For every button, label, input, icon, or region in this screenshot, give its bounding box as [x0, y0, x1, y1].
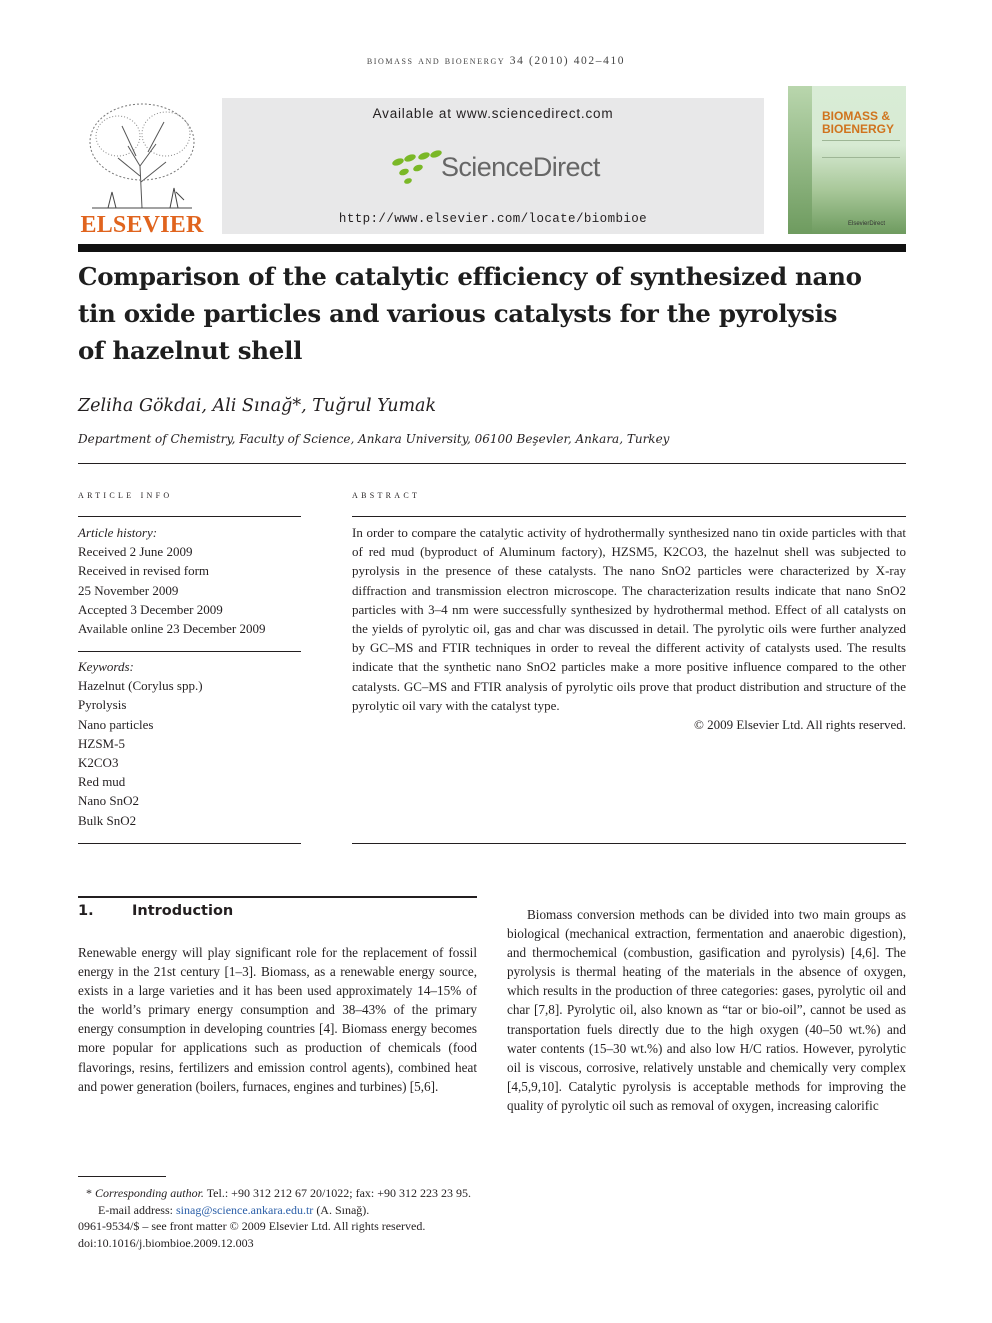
- title-line: of hazelnut shell: [78, 336, 303, 365]
- keyword: K2CO3: [78, 755, 119, 771]
- keyword: Bulk SnO2: [78, 812, 137, 828]
- title-line: Comparison of the catalytic efficiency of synthesized nano: [78, 262, 862, 291]
- abstract-copyright: © 2009 Elsevier Ltd. All rights reserved.: [693, 717, 906, 733]
- cover-title: BIOMASS & BIOENERGY: [822, 109, 895, 136]
- history-item: 25 November 2009: [78, 582, 179, 598]
- keyword: Nano SnO2: [78, 793, 140, 809]
- authors: Zeliha Gökdai, Ali Sınağ*, Tuğrul Yumak: [78, 396, 437, 416]
- affiliation: Department of Chemistry, Faculty of Science, Ankara University, 06100 Beşevler, Ankara, Turkey: [78, 432, 670, 446]
- divider: [78, 843, 301, 844]
- abstract-heading: abstract: [352, 489, 421, 501]
- sciencedirect-wordmark: ScienceDirect: [441, 152, 600, 182]
- cover-strip: [788, 86, 812, 234]
- doi-line: doi:10.1016/j.biombioe.2009.12.003: [78, 1235, 254, 1250]
- elsevier-wordmark: ELSEVIER: [80, 212, 204, 238]
- history-item: Accepted 3 December 2009: [78, 601, 223, 617]
- intro-right-column: Biomass conversion methods can be divided into two main groups as biological (mechanical extraction, fermentation and anaerobic digestion), and thermochemical (combustion, gasification and pyrolysis) [4,6]. The pyrolysis is thermal heating of the materials in the absence of oxygen, which results in the production of three categories: gases, pyrolytic oil and char [7,8]. Pyrolytic oil, also known as “tar or bio-oil”, cannot be used as transportation fuels directly due to the high oxygen (40–50 wt.%) and water contents (15–30 wt.%) and also low H/C ratios. However, pyrolytic oil is viscous, corrosive, relatively unstable and chemically very complex [4,5,9,10]. Catalytic pyrolysis is acceptable methods for improving the quality of pyrolytic oil such as removal of oxygen, increasing calorific: [507, 907, 906, 1113]
- header-rule: [78, 244, 906, 252]
- section-rule: [78, 896, 477, 898]
- cover-fine-print: [822, 140, 900, 158]
- cover-publisher: ElsevierDirect: [848, 221, 886, 227]
- email-line: E-mail address: sinag@science.ankara.edu.tr (A. Sınağ).: [98, 1202, 370, 1217]
- keyword: HZSM-5: [78, 735, 125, 751]
- article-title: [78, 258, 898, 369]
- keyword: Red mud: [78, 774, 126, 790]
- history-item: Received 2 June 2009: [78, 544, 193, 560]
- history-label: Article history:: [78, 525, 158, 540]
- section-number: 1.: [78, 903, 94, 919]
- keyword: Hazelnut (Corylus spp.): [78, 678, 203, 694]
- corresponding-author: * Corresponding author. Tel.: +90 312 212 67 20/1022; fax: +90 312 223 23 95.: [86, 1186, 472, 1200]
- keyword: Pyrolysis: [78, 697, 127, 713]
- divider: [352, 843, 906, 844]
- title-line: tin oxide particles and various catalysts for the pyrolysis: [78, 299, 838, 328]
- divider: [78, 516, 301, 517]
- divider: [352, 516, 906, 517]
- footnote-rule: [78, 1176, 166, 1177]
- intro-left-column: Renewable energy will play significant role for the replacement of fossil energy in the 21st century [1–3]. Biomass, as a renewable energy source, exists in a large varieties and it has been used approximately 14–15% of the world’s primary energy consumption and 38–43% of the primary energy consumption in developing countries [4]. Biomass energy becomes more popular for applications such as production of chemicals (food flavorings, resins, fertilizers and emission control agents), combined heat and power generation (boilers, furnaces, engines and turbines) [5,6].: [78, 945, 477, 1094]
- journal-url[interactable]: http://www.elsevier.com/locate/biombioe: [338, 212, 648, 226]
- article-info-heading: article info: [78, 489, 173, 501]
- issn-line: 0961-9534/$ – see front matter © 2009 Elsevier Ltd. All rights reserved.: [78, 1219, 426, 1233]
- keywords: [78, 657, 301, 830]
- abstract-text: In order to compare the catalytic activity of hydrothermally synthesized nano tin oxide particles with that of red mud (byproduct of Aluminum factory), HZSM5, K2CO3, the hazelnut shell was subjected to pyrolysis in the presence of these catalysts. The nano SnO2 particles were characterized by X-ray diffraction and transmission electron microscope. The characterization results indicate that nano SnO2 particles with 3–4 nm were successfully synthesized by hydrothermal method. Effect of all catalysts on the yields of pyrolytic oil, gas and char was discussed in detail. The pyrolytic oils were further analyzed by GC–MS and FTIR techniques in order to reveal the different activity of catalysts used. The results indicate that the synthetic nano SnO2 particles make a more positive influence compared to the other catalysts. GC–MS and FTIR analysis of pyrolytic oils prove that product distribution and structure of the pyrolytic oil vary with the catalyst type.: [352, 525, 906, 713]
- history-item: Received in revised form: [78, 563, 210, 579]
- abstract-text-block: [352, 523, 906, 734]
- footnotes: [78, 1185, 906, 1251]
- running-head: biomass and bioenergy 34 (2010) 402–410: [366, 55, 626, 67]
- keyword: Nano particles: [78, 716, 154, 732]
- divider: [78, 651, 301, 652]
- divider: [78, 463, 906, 464]
- section-heading: [78, 903, 233, 919]
- article-history: [78, 523, 301, 638]
- history-item: Available online 23 December 2009: [78, 621, 266, 637]
- email-link[interactable]: sinag@science.ankara.edu.tr: [175, 1202, 314, 1217]
- keywords-label: Keywords:: [78, 659, 134, 674]
- section-title: Introduction: [132, 903, 234, 919]
- sciencedirect-dots-icon: [388, 148, 448, 188]
- available-text: Available at www.sciencedirect.com: [372, 106, 614, 121]
